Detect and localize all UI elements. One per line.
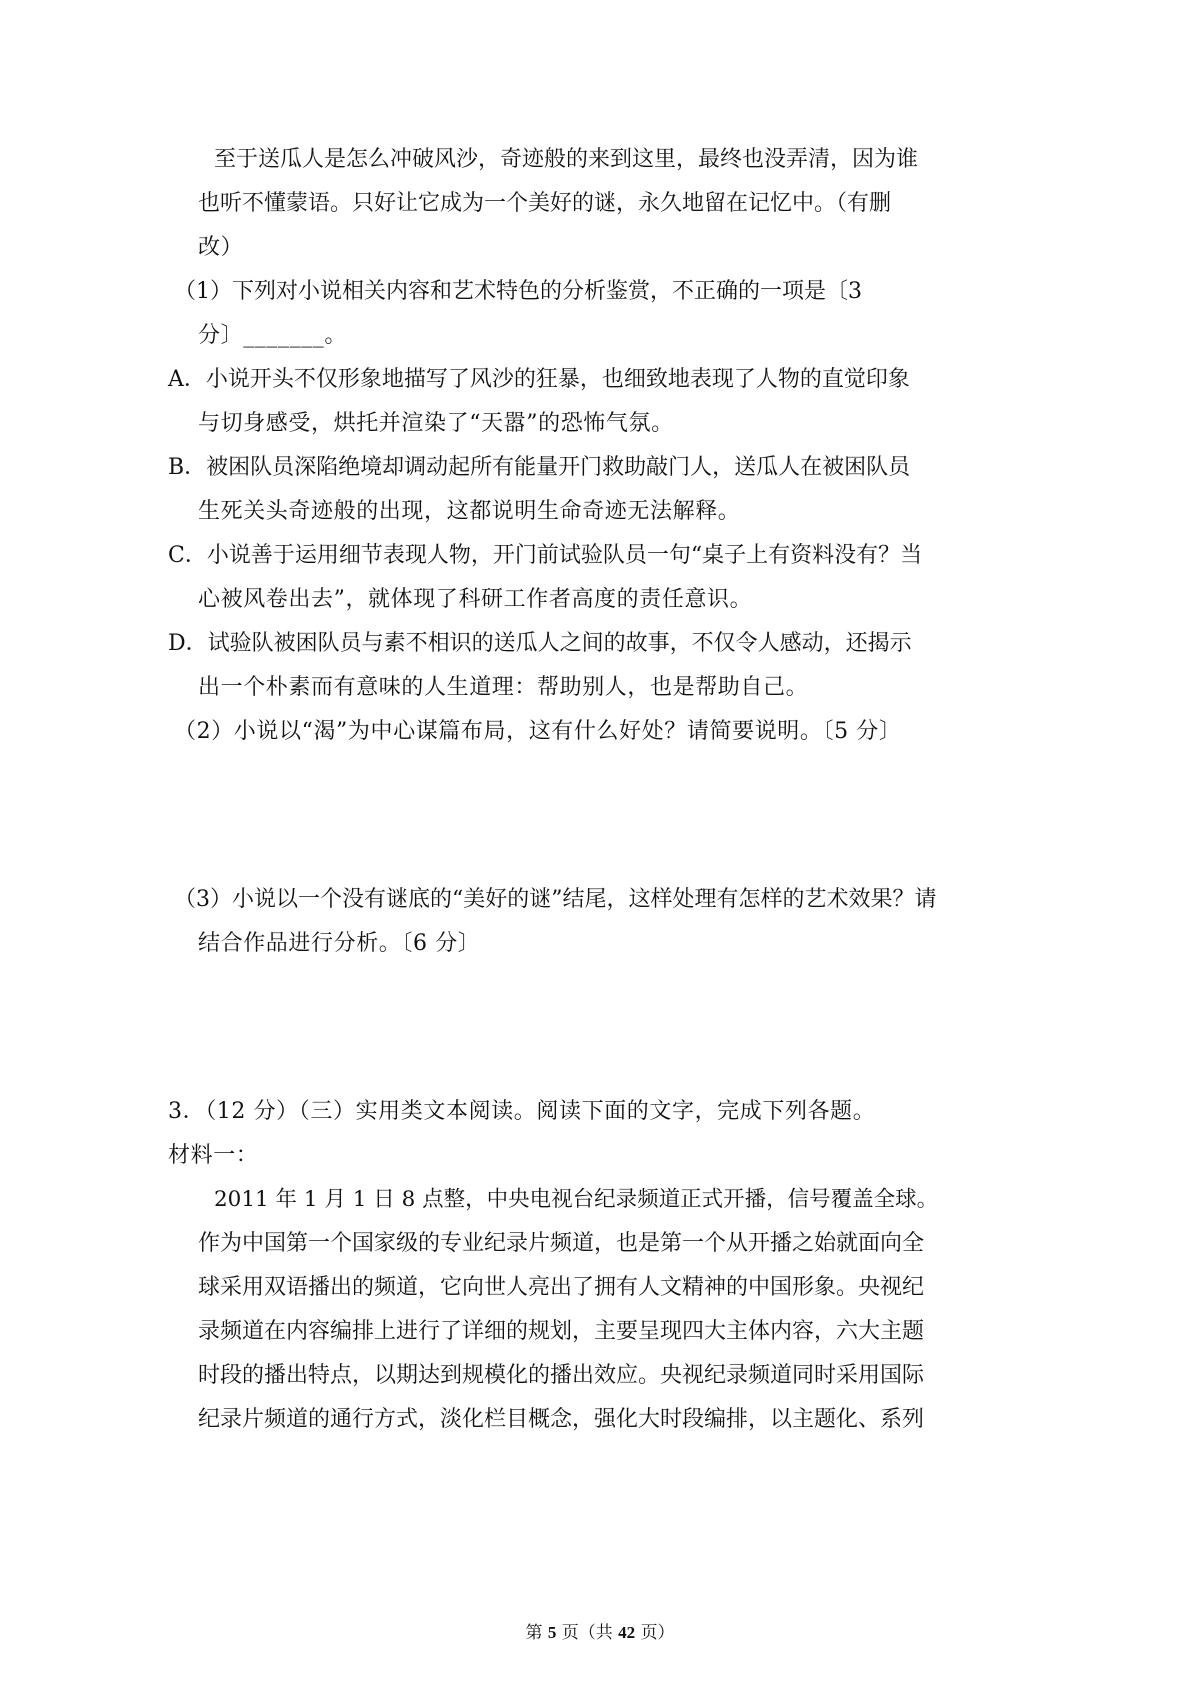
footer-prefix: 第 (525, 1623, 543, 1643)
question-stem: （1）下列对小说相关内容和艺术特色的分析鉴赏，不正确的一项是〔3 (174, 279, 862, 304)
material-line: 时段的播出特点，以期达到规模化的播出效应。央视纪录频道同时采用国际 (198, 1363, 925, 1388)
material-label: 材料一： (168, 1143, 259, 1168)
option-d: D．试验队被困队员与素不相识的送瓜人之间的故事，不仅令人感动，还揭示 (168, 631, 912, 656)
footer-suffix: 页） (640, 1623, 675, 1643)
option-a: 与切身感受，烘托并渲染了“天嚣”的恐怖气氛。 (198, 411, 674, 436)
footer-total-pages: 42 (618, 1623, 636, 1642)
page-footer (0, 1622, 1200, 1644)
option-c: 心被风卷出去”，就体现了科研工作者高度的责任意识。 (198, 587, 753, 612)
section-heading: 3．（12 分）（三）实用类文本阅读。阅读下面的文字，完成下列各题。 (168, 1099, 876, 1124)
question-stem: （3）小说以一个没有谜底的“美好的谜”结尾，这样处理有怎样的艺术效果？请 (174, 887, 937, 912)
material-line: 作为中国第一个国家级的专业纪录片频道，也是第一个从开播之始就面向全 (198, 1231, 925, 1256)
footer-page-number: 5 (547, 1623, 557, 1642)
passage-line: 改） (198, 235, 244, 260)
question-stem: 结合作品进行分析。〔6 分〕 (198, 931, 481, 956)
material-line: 球采用双语播出的频道，它向世人亮出了拥有人文精神的中国形象。央视纪 (198, 1275, 925, 1300)
option-a: A．小说开头不仅形象地描写了风沙的狂暴，也细致地表现了人物的直觉印象 (168, 367, 910, 392)
option-b: B．被困队员深陷绝境却调动起所有能量开门救助敲门人，送瓜人在被困队员 (168, 455, 911, 480)
passage-line: 至于送瓜人是怎么冲破风沙，奇迹般的来到这里，最终也没弄清，因为谁 (214, 147, 919, 172)
option-d: 出一个朴素而有意味的人生道理：帮助别人，也是帮助自己。 (198, 675, 809, 700)
question-stem: （2）小说以“渴”为中心谋篇布局，这有什么好处？请简要说明。〔5 分〕 (174, 719, 902, 744)
question-stem: 分〕_______。 (198, 323, 348, 348)
material-line: 录频道在内容编排上进行了详细的规划，主要呈现四大主体内容，六大主题 (198, 1319, 925, 1344)
option-c: C．小说善于运用细节表现人物，开门前试验队员一句“桌子上有资料没有？当 (168, 543, 923, 568)
material-line: 2011 年 1 月 1 日 8 点整，中央电视台纪录频道正式开播，信号覆盖全球。 (214, 1187, 939, 1212)
option-b: 生死关头奇迹般的出现，这都说明生命奇迹无法解释。 (198, 499, 741, 524)
footer-middle: 页（共 (561, 1623, 613, 1643)
material-line: 纪录片频道的通行方式，淡化栏目概念，强化大时段编排，以主题化、系列 (198, 1407, 925, 1432)
passage-line: 也听不懂蒙语。只好让它成为一个美好的谜，永久地留在记忆中。（有删 (198, 191, 892, 216)
